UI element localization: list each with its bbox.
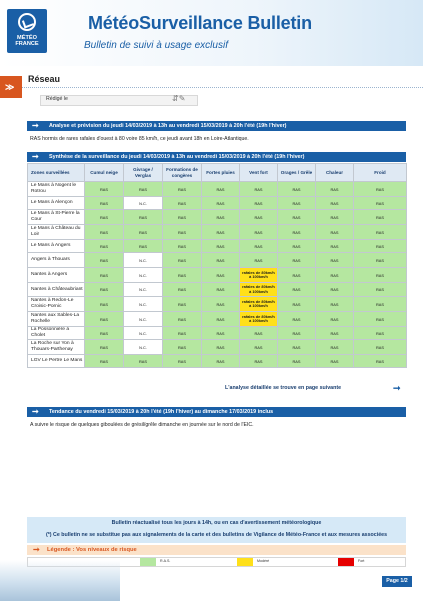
- risk-cell: RAS: [278, 240, 316, 253]
- risk-cell: RAS: [240, 197, 278, 210]
- tendance-band: [27, 407, 406, 417]
- risk-cell: RAS: [354, 182, 407, 197]
- risk-cell: RAS: [202, 283, 240, 297]
- zone-name: Angers à Thouars: [28, 253, 85, 268]
- arrow-right-icon: ➞: [32, 407, 39, 416]
- risk-cell: RAS: [316, 197, 354, 210]
- meteo-france-logo: [7, 9, 47, 53]
- risk-cell: N.C.: [124, 312, 163, 327]
- detailed-analysis-link[interactable]: L'analyse détaillée se trouve en page suivante: [225, 385, 342, 391]
- risk-cell: RAS: [316, 240, 354, 253]
- analysis-text: RAS hormis de rares rafales d'ouest à 80 voire 85 km/h, ce jeudi avant 18h en Loire-Atlantique.: [30, 136, 249, 142]
- risk-cell: N.C.: [124, 340, 163, 355]
- surveillance-table: [27, 163, 407, 368]
- legend-swatch-modere: [237, 558, 253, 566]
- risk-cell: RAS: [316, 355, 354, 368]
- zone-name: Le Mans à Nogent le Rotrou: [28, 182, 85, 197]
- risk-cell: rafales de 80km/h à 100km/h: [240, 283, 278, 297]
- synthese-band: [27, 152, 406, 162]
- risk-cell: RAS: [354, 283, 407, 297]
- risk-cell: RAS: [85, 253, 124, 268]
- risk-cell: RAS: [240, 240, 278, 253]
- risk-cell: RAS: [85, 225, 124, 240]
- legend-swatch-fort: [338, 558, 354, 566]
- risk-cell: RAS: [240, 225, 278, 240]
- risk-cell: RAS: [202, 197, 240, 210]
- risk-cell: N.C.: [124, 327, 163, 340]
- zone-name: LGV Le Pertre Le Mans: [28, 355, 85, 368]
- analysis-title: Analyse et prévision du jeudi 14/03/2019 à 13h au vendredi 15/03/2019 à 20h l'été (19h l'hiver): [49, 123, 287, 129]
- risk-cell: RAS: [163, 210, 202, 225]
- synthese-title: Synthèse de la surveillance du jeudi 14/03/2019 à 13h au vendredi 15/03/2019 à 20h l'été (19h l'hiver): [49, 154, 305, 160]
- risk-cell: RAS: [202, 327, 240, 340]
- zone-name: Nantes à Angers: [28, 268, 85, 283]
- legend-swatch-ras: [140, 558, 156, 566]
- risk-cell: RAS: [316, 182, 354, 197]
- risk-cell: RAS: [163, 297, 202, 312]
- arrow-right-icon[interactable]: ➞: [393, 383, 401, 393]
- risk-cell: RAS: [278, 283, 316, 297]
- risk-cell: RAS: [163, 312, 202, 327]
- section-marker: [0, 76, 22, 98]
- arrow-right-icon: ➞: [32, 121, 39, 130]
- risk-cell: RAS: [278, 312, 316, 327]
- table-row: [28, 327, 407, 340]
- logo-text: MÉTÉO FRANCE: [15, 35, 39, 48]
- risk-cell: RAS: [316, 312, 354, 327]
- risk-cell: RAS: [85, 327, 124, 340]
- risk-cell: RAS: [240, 340, 278, 355]
- table-row: [28, 297, 407, 312]
- risk-cell: RAS: [316, 283, 354, 297]
- risk-cell: RAS: [354, 225, 407, 240]
- footer-decoration: [0, 560, 120, 601]
- table-header-row: [28, 164, 407, 182]
- risk-cell: RAS: [240, 327, 278, 340]
- risk-cell: RAS: [163, 197, 202, 210]
- risk-cell: RAS: [202, 240, 240, 253]
- risk-cell: RAS: [202, 182, 240, 197]
- risk-cell: RAS: [163, 240, 202, 253]
- risk-cell: RAS: [163, 253, 202, 268]
- risk-cell: RAS: [202, 312, 240, 327]
- bulletin-subtitle: Bulletin de suivi à usage exclusif: [84, 40, 228, 51]
- risk-cell: RAS: [354, 197, 407, 210]
- risk-cell: RAS: [354, 327, 407, 340]
- risk-cell: RAS: [278, 297, 316, 312]
- section-title: Réseau: [28, 74, 61, 84]
- risk-cell: RAS: [240, 355, 278, 368]
- risk-cell: RAS: [85, 312, 124, 327]
- risk-cell: RAS: [278, 197, 316, 210]
- risk-cell: RAS: [163, 182, 202, 197]
- risk-cell: RAS: [163, 283, 202, 297]
- risk-cell: RAS: [240, 253, 278, 268]
- table-row: [28, 253, 407, 268]
- table-row: [28, 340, 407, 355]
- column-header: Chaleur: [316, 164, 354, 182]
- table-row: [28, 355, 407, 368]
- risk-cell: RAS: [278, 253, 316, 268]
- risk-cell: RAS: [278, 182, 316, 197]
- risk-cell: RAS: [316, 297, 354, 312]
- zone-name: Nantes à Châteaubriant: [28, 283, 85, 297]
- table-row: [28, 210, 407, 225]
- risk-cell: RAS: [163, 327, 202, 340]
- risk-cell: RAS: [85, 197, 124, 210]
- risk-cell: RAS: [202, 355, 240, 368]
- risk-cell: N.C.: [124, 297, 163, 312]
- risk-cell: RAS: [124, 225, 163, 240]
- risk-cell: RAS: [202, 340, 240, 355]
- tendance-title: Tendance du vendredi 15/03/2019 à 20h l'été (19h l'hiver) au dimanche 17/03/2019 inclus: [49, 409, 274, 415]
- risk-cell: RAS: [354, 268, 407, 283]
- zone-name: La Possonnière à Cholet: [28, 327, 85, 340]
- column-header: Orages / Grêle: [278, 164, 316, 182]
- risk-cell: RAS: [316, 340, 354, 355]
- risk-cell: RAS: [202, 253, 240, 268]
- risk-cell: RAS: [240, 210, 278, 225]
- zone-name: Nantes à Redon-Le Croisic-Pornic: [28, 297, 85, 312]
- dotted-arrow-icon: ≫: [5, 82, 15, 92]
- risk-cell: RAS: [85, 283, 124, 297]
- risk-cell: rafales de 80km/h à 100km/h: [240, 297, 278, 312]
- update-notice: Bulletin réactualisé tous les jours à 14h, ou en cas d'avertissement météorologique: [111, 520, 322, 526]
- risk-cell: RAS: [316, 225, 354, 240]
- risk-cell: RAS: [202, 225, 240, 240]
- zone-name: La Roche sur Yon à Thouars-Parthenay: [28, 340, 85, 355]
- risk-cell: RAS: [85, 268, 124, 283]
- arrow-right-icon: ➞: [33, 545, 40, 554]
- risk-cell: RAS: [354, 355, 407, 368]
- risk-cell: RAS: [316, 268, 354, 283]
- column-header: Zones surveillées: [28, 164, 85, 182]
- table-row: [28, 197, 407, 210]
- zone-name: Le Mans à St-Pierre la Cour: [28, 210, 85, 225]
- table-row: [28, 225, 407, 240]
- risk-cell: RAS: [85, 340, 124, 355]
- column-header: Fortes pluies: [202, 164, 240, 182]
- risk-cell: rafales de 80km/h à 100km/h: [240, 268, 278, 283]
- zone-name: Le Mans à Château du Loir: [28, 225, 85, 240]
- risk-cell: RAS: [278, 225, 316, 240]
- risk-cell: RAS: [163, 225, 202, 240]
- page-number: Page 1/2: [382, 576, 412, 587]
- risk-cell: N.C.: [124, 268, 163, 283]
- zone-name: Le Mans à Angers: [28, 240, 85, 253]
- risk-cell: N.C.: [124, 197, 163, 210]
- risk-cell: RAS: [124, 210, 163, 225]
- date-picker-icon[interactable]: ⇵✎: [172, 94, 186, 103]
- risk-cell: RAS: [278, 210, 316, 225]
- risk-cell: RAS: [202, 210, 240, 225]
- risk-cell: RAS: [316, 210, 354, 225]
- risk-cell: RAS: [354, 297, 407, 312]
- zone-name: Le Mans à Alençon: [28, 197, 85, 210]
- table-row: [28, 283, 407, 297]
- legend-title: Légende : Vos niveaux de risque: [47, 547, 137, 553]
- risk-cell: RAS: [163, 355, 202, 368]
- risk-cell: RAS: [85, 297, 124, 312]
- risk-cell: N.C.: [124, 283, 163, 297]
- risk-cell: RAS: [354, 253, 407, 268]
- risk-cell: RAS: [85, 182, 124, 197]
- column-header: Formations de congères: [163, 164, 202, 182]
- zone-name: Nantes aux Sables-La Rochelle: [28, 312, 85, 327]
- risk-cell: RAS: [278, 355, 316, 368]
- risk-cell: RAS: [240, 182, 278, 197]
- table-row: [28, 268, 407, 283]
- table-row: [28, 312, 407, 327]
- risk-cell: RAS: [163, 340, 202, 355]
- risk-cell: RAS: [202, 268, 240, 283]
- risk-cell: RAS: [316, 327, 354, 340]
- redige-label: Rédigé le: [46, 96, 68, 102]
- table-row: [28, 240, 407, 253]
- risk-cell: RAS: [278, 327, 316, 340]
- risk-cell: RAS: [354, 210, 407, 225]
- risk-cell: RAS: [85, 210, 124, 225]
- analysis-band: [27, 121, 406, 131]
- risk-cell: RAS: [202, 297, 240, 312]
- risk-cell: RAS: [163, 268, 202, 283]
- risk-cell: RAS: [124, 182, 163, 197]
- risk-cell: RAS: [124, 240, 163, 253]
- risk-cell: RAS: [124, 355, 163, 368]
- legend-label-ras: R.A.S.: [160, 559, 171, 563]
- risk-cell: RAS: [316, 253, 354, 268]
- tendance-text: A suivre le risque de quelques giboulées de grésil/grêle dimanche en journée sur le nord de l'EIC.: [30, 422, 254, 428]
- risk-cell: RAS: [85, 355, 124, 368]
- risk-cell: rafales de 80km/h à 100km/h: [240, 312, 278, 327]
- risk-cell: RAS: [354, 312, 407, 327]
- risk-cell: RAS: [354, 240, 407, 253]
- table-row: [28, 182, 407, 197]
- section-divider: [22, 87, 423, 88]
- risk-cell: RAS: [278, 340, 316, 355]
- vigilance-disclaimer: (*) Ce bulletin ne se substitue pas aux signalements de la carte et des bulletins de Vigilance de Météo-France et aux mesures associées: [45, 532, 388, 538]
- column-header: Froid: [354, 164, 407, 182]
- risk-cell: RAS: [85, 240, 124, 253]
- column-header: Givrage / Verglas: [124, 164, 163, 182]
- column-header: Vent fort: [240, 164, 278, 182]
- legend-label-fort: Fort: [358, 559, 365, 563]
- risk-cell: RAS: [354, 340, 407, 355]
- arrow-right-icon: ➞: [32, 152, 39, 161]
- logo-emblem-icon: [18, 13, 36, 31]
- risk-cell: N.C.: [124, 253, 163, 268]
- bulletin-title: MétéoSurveillance Bulletin: [88, 13, 312, 33]
- legend-label-modere: Modéré: [257, 559, 270, 563]
- risk-cell: RAS: [278, 268, 316, 283]
- column-header: Cumul neige: [85, 164, 124, 182]
